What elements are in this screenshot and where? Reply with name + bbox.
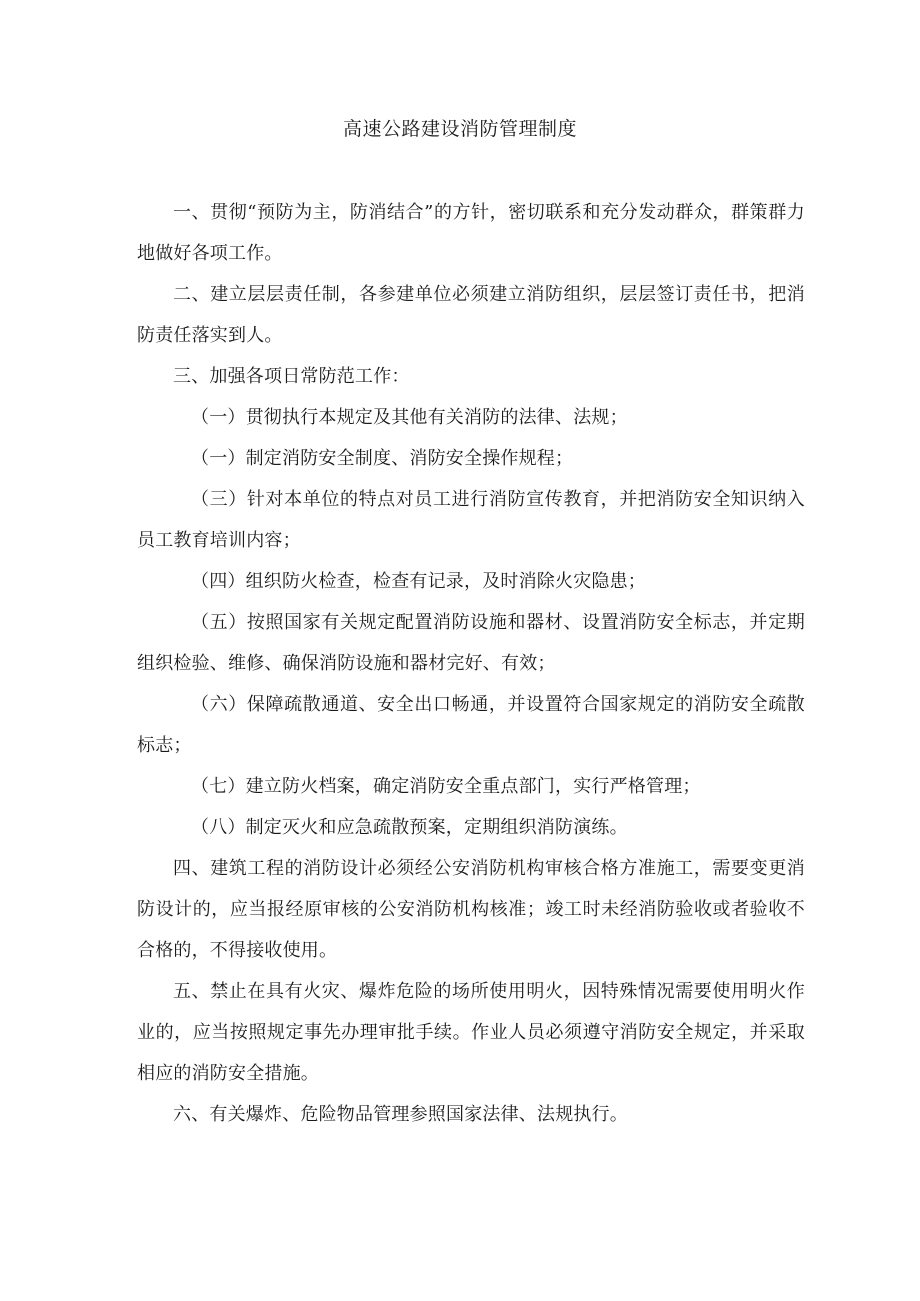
document-body: [137, 192, 805, 1135]
sub-item-4: （四）组织防火检查，检查有记录，及时消除火灾隐患；: [191, 571, 646, 592]
sub-item-3: （三）针对本单位的特点对员工进行消防宣传教育，并把消防安全知识纳入员工教育培训内容；: [137, 489, 805, 551]
sub-item-2: （一）制定消防安全制度、消防安全操作规程；: [191, 448, 574, 469]
paragraph-3: 三、加强各项日常防范工作：: [173, 366, 410, 387]
document-title: 高速公路建设消防管理制度: [342, 118, 577, 140]
sub-item-1: （一）贯彻执行本规定及其他有关消防的法律、法规；: [191, 407, 628, 428]
paragraph-2: 二、建立层层责任制，各参建单位必须建立消防组织，层层签订责任书，把消防责任落实到人。: [137, 284, 805, 346]
sub-item-7: （七）建立防火档案，确定消防安全重点部门，实行严格管理；: [191, 776, 701, 797]
sub-item-5: （五）按照国家有关规定配置消防设施和器材、设置消防安全标志，并定期组织检验、维修、确保消防设施和器材完好、有效；: [137, 612, 805, 674]
sub-item-8: （八）制定灭火和应急疏散预案，定期组织消防演练。: [191, 817, 628, 838]
paragraph-4: 四、建筑工程的消防设计必须经公安消防机构审核合格方准施工，需要变更消防设计的，应当报经原审核的公安消防机构核准；竣工时未经消防验收或者验收不合格的，不得接收使用。: [137, 858, 805, 961]
sub-item-6: （六）保障疏散通道、安全出口畅通，并设置符合国家规定的消防安全疏散标志；: [137, 694, 805, 756]
paragraph-5: 五、禁止在具有火灾、爆炸危险的场所使用明火，因特殊情况需要使用明火作业的，应当按照规定事先办理审批手续。作业人员必须遵守消防安全规定，并采取相应的消防安全措施。: [137, 981, 805, 1084]
paragraph-6: 六、有关爆炸、危险物品管理参照国家法律、法规执行。: [173, 1104, 628, 1125]
paragraph-1: 一、贯彻“预防为主，防消结合”的方针，密切联系和充分发动群众，群策群力地做好各项工作。: [137, 202, 805, 264]
